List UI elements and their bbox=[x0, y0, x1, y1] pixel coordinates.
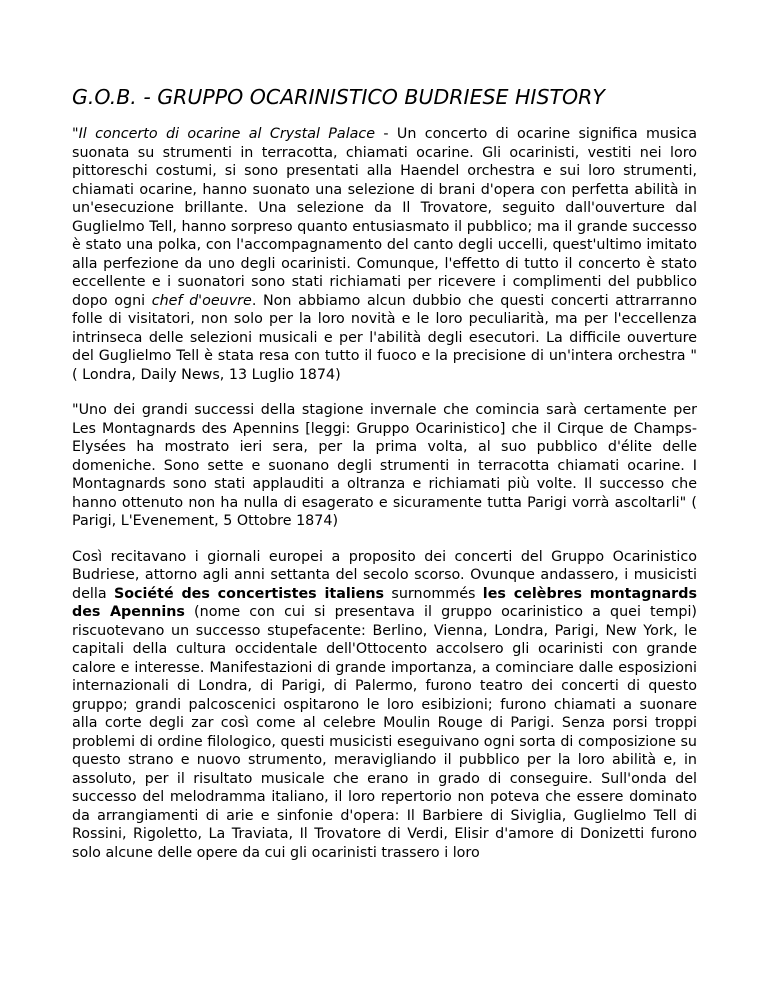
paragraph-intro: Così recitavano i giornali europei a proposito dei concerti del Gruppo Ocarinistico Budriese, attorno agli anni settanta del secolo scorso. Ovunque andassero, i musicisti della bbox=[72, 548, 697, 602]
italic-term: chef d'oeuvre bbox=[151, 292, 252, 309]
document-title: G.O.B. - GRUPPO OCARINISTICO BUDRIESE HISTORY bbox=[72, 85, 605, 109]
document-page bbox=[72, 84, 697, 879]
paragraph-mid: surnommés bbox=[384, 585, 483, 602]
paragraph-history bbox=[72, 548, 697, 863]
paragraph-evenement-quote: "Uno dei grandi successi della stagione invernale che comincia sarà certamente per Les Montagnards des Apennins [leggi: Gruppo Ocarinistico] che il Cirque de Champs-Elysées ha mostrato ieri sera, per la prima volta, al suo pubblico d'élite delle domeniche. Sono sette e suonano degli strumenti in terracotta chiamati ocarine. I Montagnards sono stati applauditi a oltranza e richiamati più volte. Il successo che hanno ottenuto non ha nulla di esagerato e sicuramente tutta Parigi vorrà ascoltarli" ( Parigi, L'Evenement, 5 Ottobre 1874) bbox=[72, 402, 697, 529]
paragraph-body: - Un concerto di ocarine significa musica suonata su strumenti in terracotta, chiamati ocarine. Gli ocarinisti, vestiti nei loro pittoreschi costumi, si sono presentati alla Haendel orchestra e sui loro strumenti, chiamati ocarine, hanno suonato una selezione di brani d'opera con perfetta abilità in un'esecuzione brillante. Una selezione da Il Trovatore, seguito dall'ouverture dal Guglielmo Tell, hanno sorpreso quanto entusiasmato il pubblico; ma il grande successo è stato una polka, con l'accompagnamento del canto degli uccelli, quest'ultimo imitato alla perfezione da uno degli ocarinisti. Comunque, l'effetto di tutto il concerto è stato eccellente e i suonatori sono stati richiamati per ricevere i complimenti del pubblico dopo ogni bbox=[72, 126, 697, 309]
bold-society-name: Société des concertistes italiens bbox=[113, 585, 385, 602]
paragraph-tail: . Non abbiamo alcun dubbio che questi concerti attrarranno folle di visitatori, non solo per la loro novità e le loro peculiarità, ma per l'eccellenza intrinseca delle selezioni musicali e per l'abilità degli esecutori. La difficile ouverture del Guglielmo Tell è stata resa con tutto il fuoco e la precisione di un'intera orchestra " ( Londra, Daily News, 13 Luglio 1874) bbox=[72, 292, 697, 383]
paragraph-rest: (nome con cui si presentava il gruppo ocarinistico a quei tempi) riscuotevano un successo stupefacente: Berlino, Vienna, Londra, Parigi, New York, le capitali della cultura occidentale dell'Ottocento accolsero gli ocarinisti con grande calore e interesse. Manifestazioni di grande importanza, a cominciare dalle esposizioni internazionali di Londra, di Parigi, di Palermo, furono teatro dei concerti di questo gruppo; grandi palcoscenici ospitarono le loro esibizioni; furono chiamati a suonare alla corte degli zar così come al celebre Moulin Rouge di Parigi. Senza porsi troppi problemi di ordine filologico, questi musicisti eseguivano ogni sorta di composizione su questo strano e nuovo strumento, meravigliando il pubblico per la loro abilità e, in assoluto, per il risultato musicale che erano in grado di conseguire. Sull'onda del successo del melodramma italiano, il loro repertorio non poteva che essere dominato da arrangiamenti di arie e sinfonie d'opera: Il Barbiere di Siviglia, Guglielmo Tell di Rossini, Rigoletto, La Traviata, Il Trovatore di Verdi, Elisir d'amore di Donizetti furono solo alcune delle opere da cui gli ocarinisti trassero i loro bbox=[72, 604, 697, 861]
paragraph-daily-news-quote bbox=[72, 125, 697, 384]
quote-heading: "Il concerto di ocarine al Crystal Palace bbox=[72, 126, 376, 142]
bold-group-nickname: les celèbres montagnards des Apennins bbox=[72, 585, 697, 620]
